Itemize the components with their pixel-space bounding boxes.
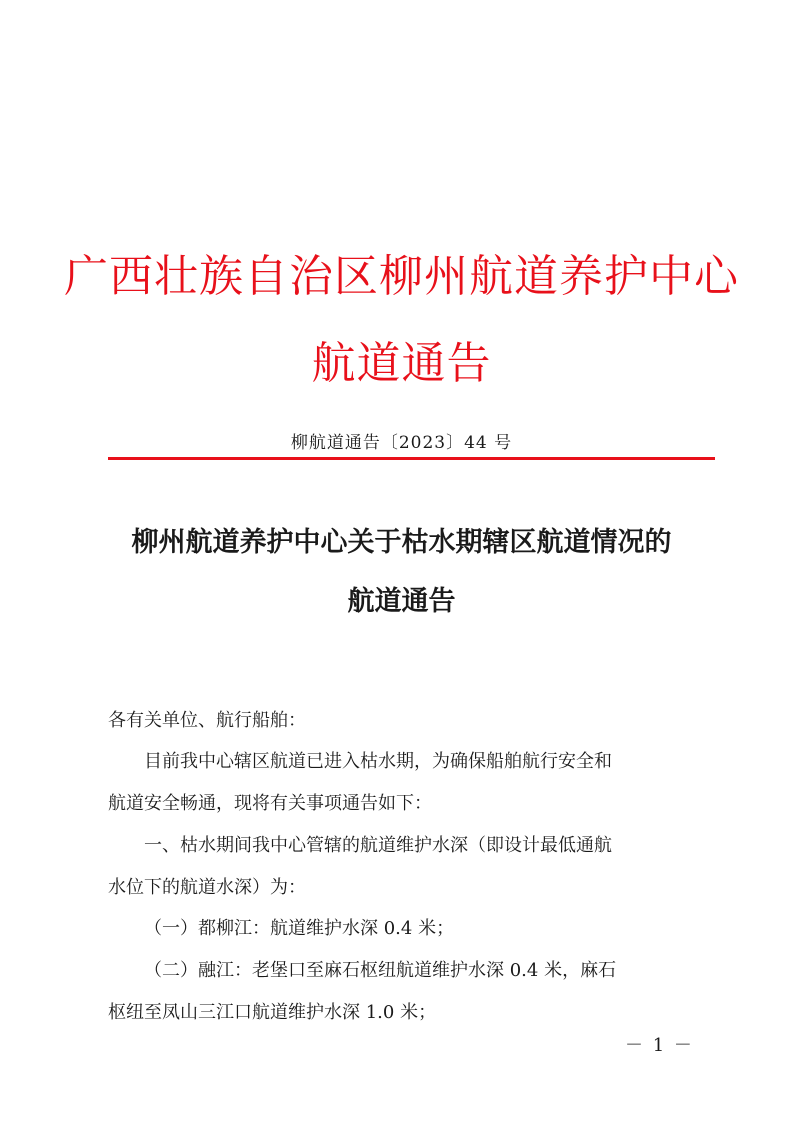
- page-number: － 1 －: [625, 1035, 694, 1056]
- document-title-line-1: 柳州航道养护中心关于枯水期辖区航道情况的: [131, 527, 672, 558]
- salutation: 各有关单位、航行船舶：: [108, 710, 306, 731]
- document-title-line-2: 航道通告: [347, 586, 456, 617]
- red-header-divider: [108, 457, 715, 460]
- section-1-line-2: 水位下的航道水深）为：: [108, 877, 306, 898]
- section-1-line-1: 一、枯水期间我中心管辖的航道维护水深（即设计最低通航: [144, 835, 612, 856]
- intro-paragraph-line-2: 航道安全畅通，现将有关事项通告如下：: [108, 793, 432, 814]
- item-2-rong-river-line-1: （二）融江：老堡口至麻石枢纽航道维护水深 0.4 米，麻石: [144, 960, 617, 981]
- document-number: 柳航道通告〔2023〕44 号: [290, 433, 513, 453]
- item-1-duliu-river: （一）都柳江：航道维护水深 0.4 米；: [144, 918, 455, 939]
- issuing-organization-name: 广西壮族自治区柳州航道养护中心: [64, 251, 739, 302]
- item-2-rong-river-line-2: 枢纽至凤山三江口航道维护水深 1.0 米；: [108, 1002, 437, 1023]
- intro-paragraph-line-1: 目前我中心辖区航道已进入枯水期，为确保船舶航行安全和: [144, 751, 612, 772]
- notice-type-heading: 航道通告: [311, 338, 492, 389]
